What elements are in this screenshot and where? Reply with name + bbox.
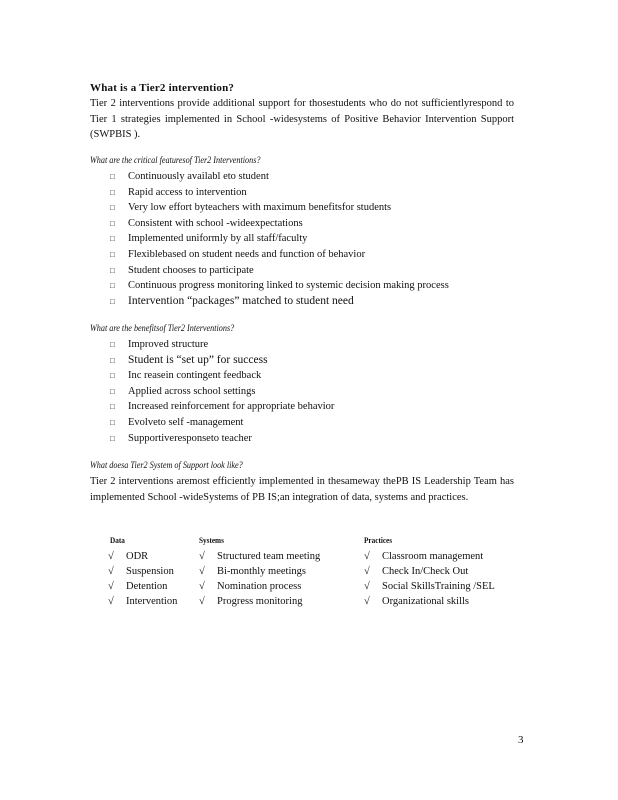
list-item-text: Intervention “packages” matched to student need [128,294,354,307]
list-item [110,231,449,247]
benefits-heading: What are the benefitsof Tier2 Interventions? [90,324,235,334]
list-item-text: Continuous progress monitoring linked to systemic decision making process [128,280,449,292]
checkbox-bullet-icon: □ [110,265,115,275]
table-cell-text: Structured team meeting [217,551,321,562]
table-row [108,579,177,594]
check-mark-icon: √ [199,566,205,577]
system-support-heading: What doesa Tier2 System of Support look like? [90,461,243,471]
table-cell-text: Check In/Check Out [382,566,469,577]
check-mark-icon: √ [108,566,114,577]
list-item [110,278,449,294]
table-row [199,564,320,579]
table-cell-text: Intervention [126,596,178,607]
list-item [110,384,334,400]
checkbox-bullet-icon: □ [110,296,115,306]
table-row [199,579,320,594]
critical-features-list [110,169,449,309]
check-mark-icon: √ [199,551,205,562]
list-item [110,431,334,447]
list-item [110,216,449,232]
table-row [108,594,177,609]
checkbox-bullet-icon: □ [110,417,115,427]
list-item [110,368,334,384]
check-mark-icon: √ [364,551,370,562]
check-mark-icon: √ [108,596,114,607]
table-row [108,549,177,564]
list-item-text: Continuously availabl eto student [128,171,269,182]
check-mark-icon: √ [108,551,114,562]
list-item [110,294,449,310]
checkbox-bullet-icon: □ [110,433,115,443]
check-mark-icon: √ [108,581,114,592]
practices-column [364,549,495,609]
list-item [110,353,334,369]
table-row [199,549,320,564]
check-mark-icon: √ [199,581,205,592]
list-item-text: Very low effort byteachers with maximum benefitsfor students [128,202,392,214]
page-number: 3 [518,734,524,746]
list-item-text: Student is “set up” for success [128,353,268,366]
section-heading-tier2: What is a Tier2 intervention? [90,82,235,94]
system-paragraph: Tier 2 interventions aremost efficiently implemented in thesameway thePB IS Leadership Team has implemented School -wideSystems of PB IS;an integration of data, systems and practices. [90,476,514,503]
check-mark-icon: √ [199,596,205,607]
list-item [110,200,449,216]
check-mark-icon: √ [364,596,370,607]
checkbox-bullet-icon: □ [110,172,115,181]
list-item-text: Rapid access to intervention [128,186,247,198]
checkbox-bullet-icon: □ [110,249,115,259]
table-cell-text: Progress monitoring [217,596,303,607]
list-item [110,415,334,431]
table-row [364,564,495,579]
table-row [364,579,495,594]
list-item [110,247,449,263]
checkbox-bullet-icon: □ [110,187,115,197]
list-item-text: Implemented uniformly by all staff/faculty [128,233,308,245]
list-item-text: Improved structure [128,339,209,350]
checkbox-bullet-icon: □ [110,340,115,349]
table-cell-text: Organizational skills [382,596,469,607]
checkbox-bullet-icon: □ [110,371,115,381]
systems-column [199,549,320,609]
list-item-text: Student chooses to participate [128,264,254,276]
check-mark-icon: √ [364,581,370,592]
table-cell-text: Detention [126,581,168,592]
table-cell-text: Classroom management [382,551,484,562]
table-cell-text: Suspension [126,566,174,577]
practices-column-header: Practices [364,535,393,545]
list-item [110,337,334,353]
list-item [110,185,449,201]
list-item-text: Applied across school settings [128,385,256,397]
checkbox-bullet-icon: □ [110,355,115,365]
checkbox-bullet-icon: □ [110,281,115,291]
checkbox-bullet-icon: □ [110,386,115,396]
checkbox-bullet-icon: □ [110,402,115,412]
checkbox-bullet-icon: □ [110,203,115,213]
table-cell-text: Social SkillsTraining /SEL [382,581,495,592]
table-cell-text: Nomination process [217,581,302,592]
list-item-text: Evolveto self -management [128,416,244,428]
list-item-text: Consistent with school -wideexpectations [128,217,303,229]
table-row [364,549,495,564]
checkbox-bullet-icon: □ [110,234,115,244]
list-item-text: Supportiveresponseto teacher [128,432,252,444]
check-mark-icon: √ [364,566,370,577]
benefits-list [110,337,334,446]
table-row [199,594,320,609]
list-item [110,399,334,415]
critical-features-heading: What are the critical featuresof Tier2 Interventions? [90,156,261,166]
table-cell-text: ODR [126,551,149,562]
list-item-text: Flexiblebased on student needs and function of behavior [128,248,366,260]
list-item [110,263,449,279]
list-item-text: Increased reinforcement for appropriate behavior [128,401,335,413]
data-column-header: Data [110,535,125,545]
list-item-text: Inc reasein contingent feedback [128,370,262,382]
checkbox-bullet-icon: □ [110,218,115,228]
table-cell-text: Bi-monthly meetings [217,566,306,577]
systems-column-header: Systems [199,535,224,545]
list-item [110,169,449,185]
intro-paragraph: Tier 2 interventions provide additional support for thosestudents who do not sufficientlyrespond to Tier 1 strategies implemented in School -widesystems of Positive Behavior Intervention Support (SWPBIS ). [90,98,514,140]
data-column [108,549,177,609]
table-row [364,594,495,609]
table-row [108,564,177,579]
